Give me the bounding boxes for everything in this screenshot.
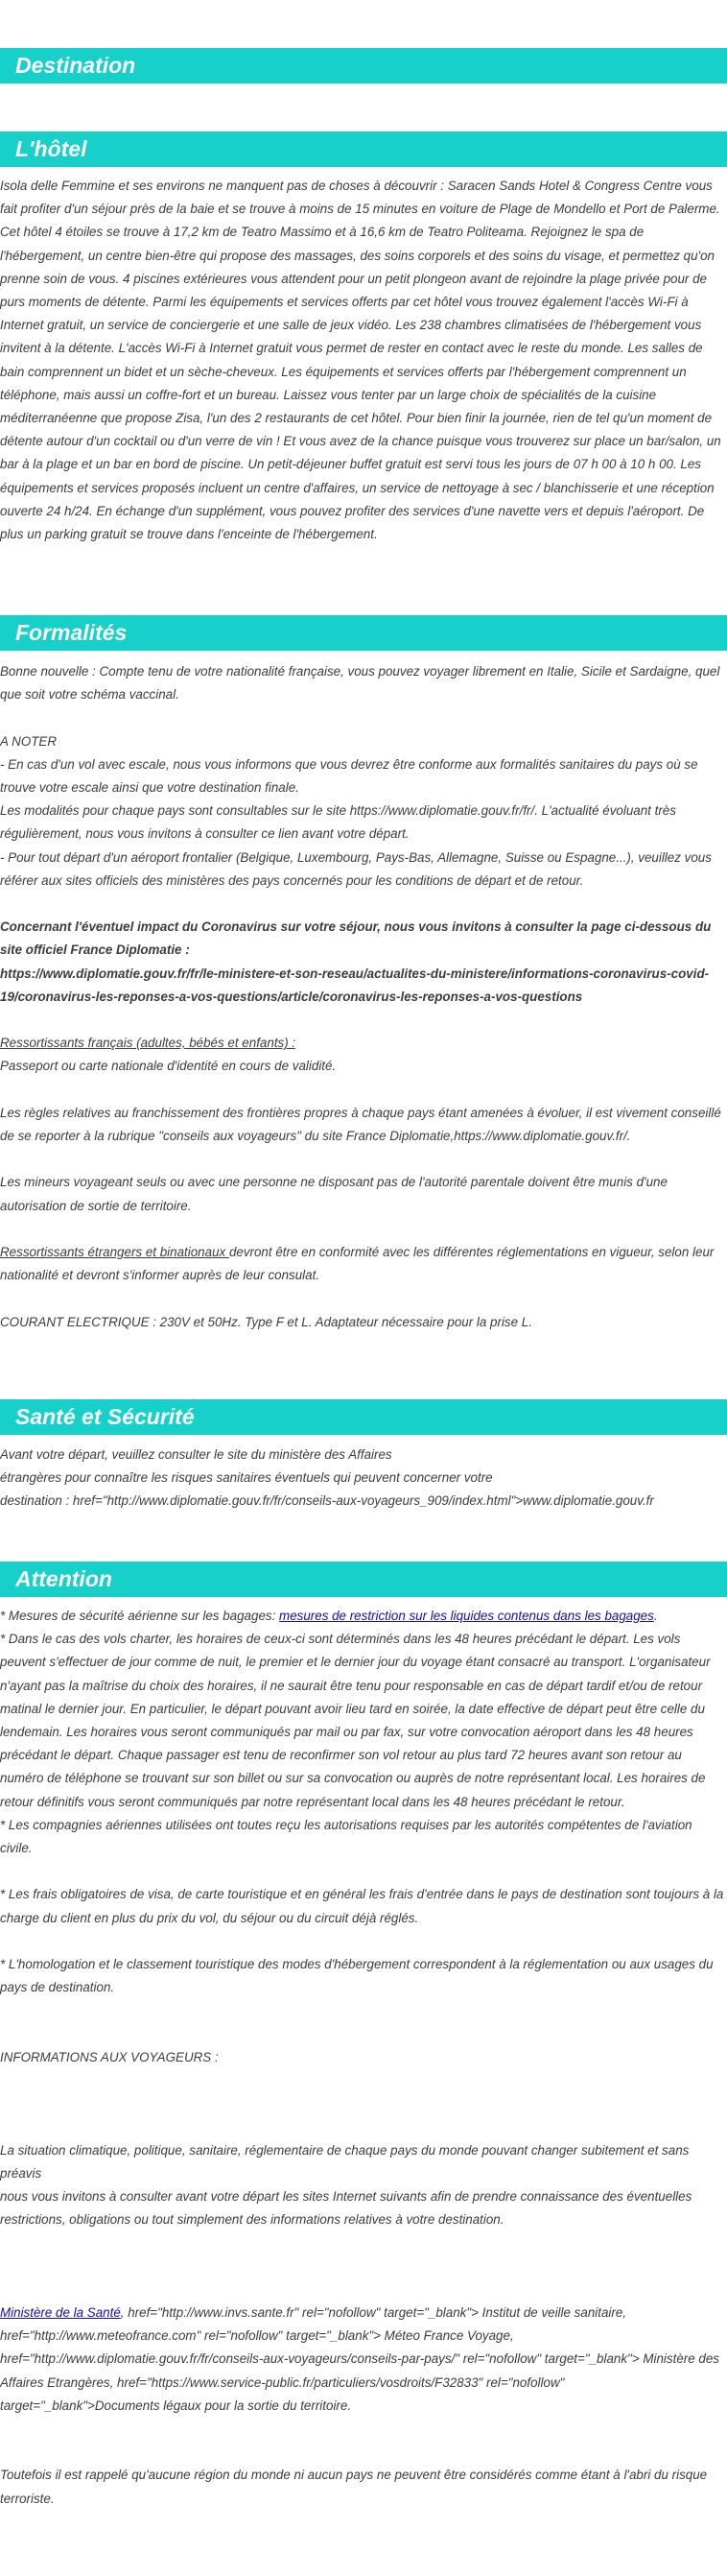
formalites-intro: Bonne nouvelle : Compte tenu de votre nationalité française, vous pouvez voyager librement en Italie, Sicile et Sardaigne, quel que soit votre schéma vaccinal. bbox=[0, 664, 720, 703]
electric-current: COURANT ELECTRIQUE : 230V et 50Hz. Type F et L. Adaptateur nécessaire pour la prise L. bbox=[0, 1314, 532, 1329]
baggage-security-suffix: . bbox=[653, 1609, 658, 1623]
baggage-security bbox=[0, 1605, 727, 1628]
note-country-rules: Les modalités pour chaque pays sont consultables sur le site https://www.diplomatie.gouv.fr/fr/. L'actualité évoluant très régulièrement, nous vous invitons à consulter ce lien avant votre départ. bbox=[0, 803, 676, 842]
coronavirus-notice bbox=[0, 916, 727, 1009]
section-title: Destination bbox=[15, 53, 136, 78]
section-header-hotel bbox=[0, 131, 727, 167]
consult-websites: nous vous invitons à consulter avant votre départ les sites Internet suivants afin de prendre connaissance des éventuelles restrictions, obligations ou tout simplement des informations relatives à votre destination. bbox=[0, 2188, 692, 2228]
coronavirus-notice-text: Concernant l'éventuel impact du Coronavirus sur votre séjour, nous vous invitons à consulter la page ci-dessous du site officiel France Diplomatie : bbox=[0, 919, 712, 958]
section-title: L'hôtel bbox=[15, 136, 87, 161]
minors-rules: Les mineurs voyageant seuls ou avec une personne ne disposant pas de l'autorité parentale doivent être munis d'une autorisation de sortie de territoire. bbox=[0, 1175, 668, 1213]
section-title: Santé et Sécurité bbox=[15, 1404, 195, 1429]
useful-links-text: , href="http://www.invs.sante.fr" rel="nofollow" target="_blank"> Institut de veille sanitaire, href="http://www.meteofrance.com" rel="nofollow" target="_blank"> Méteo France Voyage, href="http://www.diplomatie.gouv.fr/fr/conseils-aux-voyageurs/conseils-par-pays/" rel="nofollow" target="_blank"> Ministère des Affaires Etrangères, href="https://www.service-public.fr/particuliers/vosdroits/F32833" rel="nofollow" target="_blank">Documents légaux pour la sortie du territoire. bbox=[0, 2304, 719, 2413]
foreign-nationals bbox=[0, 1241, 727, 1287]
liquids-restriction-link[interactable]: mesures de restriction sur les liquides contenus dans les bagages bbox=[279, 1609, 654, 1623]
baggage-security-prefix: * Mesures de sécurité aérienne sur les bagages: bbox=[0, 1609, 280, 1623]
charter-flights: * Dans le cas des vols charter, les horaires de ceux-ci sont déterminés dans les 48 heures précédant le départ. Les vols peuvent s'effectuer de jour comme de nuit, le premier et le dernier jour du voyage étant consacré au transport. L'organisateur n'ayant pas la maîtrise du choix des horaires, il ne saurait être tenu pour responsable en cas de départ tardif et/ou de retour matinal le dernier jour. En particulier, le départ pouvant avoir lieu tard en soirée, la date effective de départ peut être celle du lendemain. Les horaires vous seront communiqués par mail ou par fax, sur votre convocation aéroport dans les 48 heures précédant le départ. Chaque passager est tenu de reconfirmer son vol retour au plus tard 72 heures avant son retour au numéro de téléphone se trouvant sur son billet ou sur sa convocation ou auprès de notre représentant local. Les horaires de retour définitifs vous seront communiqués par notre représentant local dans les 48 heures précédant le retour. bbox=[0, 1632, 711, 1809]
coronavirus-url: https://www.diplomatie.gouv.fr/fr/le-ministere-et-son-reseau/actualites-du-ministere/informations-coronavirus-covid-19/coronavirus-les-reponses-a-vos-questions/article/coronavirus-les-reponses-a-vos-questions bbox=[0, 966, 710, 1004]
travelers-info-heading: INFORMATIONS AUX VOYAGEURS : bbox=[0, 2049, 219, 2064]
airlines-authorizations: * Les compagnies aériennes utilisées ont toutes reçu les autorisations requises par les autorités compétentes de l'aviation civile. bbox=[0, 1817, 692, 1856]
sante-line-3: destination : href="http://www.diplomatie.gouv.fr/fr/conseils-aux-voyageurs_909/index.html">www.diplomatie.gouv.fr bbox=[0, 1493, 654, 1509]
section-header-attention bbox=[0, 1562, 727, 1597]
section-header-formalites bbox=[0, 615, 727, 651]
french-nationals-heading: Ressortissants français (adultes, bébés et enfants) : bbox=[0, 1036, 296, 1051]
situation-notice: La situation climatique, politique, sanitaire, réglementaire de chaque pays du monde pouvant changer subitement et sans préavis bbox=[0, 2142, 690, 2181]
attention-section-body bbox=[0, 1605, 727, 2511]
sante-section-body bbox=[0, 1443, 727, 1514]
hotel-section-body bbox=[0, 175, 727, 546]
border-rules: Les règles relatives au franchissement des frontières propres à chaque pays étant amenées à évoluer, il est vivement conseillé de se reporter à la rubrique "conseils aux voyageurs" du site France Diplomatie,https://www.diplomatie.gouv.fr/. bbox=[0, 1105, 721, 1143]
note-border-airport: - Pour tout départ d'un aéroport frontalier (Belgique, Luxembourg, Pays-Bas, Allemagne, Suisse ou Espagne...), veuillez vous référer aux sites officiels des ministères des pays concernés pour les conditions de départ et de retour. bbox=[0, 849, 712, 888]
note-heading: A NOTER bbox=[0, 733, 58, 749]
accommodation-classification: * L'homologation et le classement touristique des modes d'hébergement correspondent à la réglementation ou aux usages du pays de destination. bbox=[0, 1957, 714, 1995]
section-header-destination bbox=[0, 48, 727, 83]
french-nationals-docs: Passeport ou carte nationale d'identité en cours de validité. bbox=[0, 1059, 337, 1074]
section-title: Attention bbox=[15, 1566, 112, 1591]
note-stopover: - En cas d'un vol avec escale, nous vous informons que vous devrez être conforme aux formalités sanitaires du pays où se trouve votre escale ainsi que votre destination finale. bbox=[0, 756, 698, 795]
formalites-section-body bbox=[0, 660, 727, 1334]
section-title: Formalités bbox=[15, 620, 128, 645]
hotel-description: Isola delle Femmine et ses environs ne manquent pas de choses à découvrir : Saracen Sands Hotel & Congress Centre vous fait profiter d'un séjour près de la baie et se trouve à moins de 15 minutes en voiture de Plage de Mondello et Port de Palerme. Cet hôtel 4 étoiles se trouve à 17,2 km de Teatro Massimo et à 16,6 km de Teatro Politeama. Rejoignez le spa de l'hébergement, un centre bien-être qui propose des massages, des soins corporels et des soins du visage, et permettez qu'on prenne soin de vous. 4 piscines extérieures vous attendent pour un petit plongeon avant de rejoindre la plage privée pour de purs moments de détente. Parmi les équipements et services offerts par cet hôtel vous trouvez également l'accès Wi-Fi à Internet gratuit, un service de conciergerie et une salle de jeux vidéo. Les 238 chambres climatisées de l'hébergement vous invitent à la détente. L'accès Wi-Fi à Internet gratuit vous permet de rester en contact avec le reste du monde. Les salles de bain comprennent un bidet et un sèche-cheveux. Les équipements et services offerts par l'hébergement comprennent un téléphone, mais aussi un coffre-fort et un bureau. Laissez vous tenter par un large choix de spécialités de la cuisine méditerranéenne que propose Zisa, l'un des 2 restaurants de cet hôtel. Pour bien finir la journée, rien de tel qu'un moment de détente autour d'un cocktail ou d'un verre de vin ! Et vous avez de la chance puisque vous trouverez sur place un bar/salon, un bar à la plage et un bar en bord de piscine. Un petit-déjeuner buffet gratuit est servi tous les jours de 07 h 00 à 10 h 00. Les équipements et services proposés incluent un centre d'affaires, un service de nettoyage à sec / blanchisserie et une réception ouverte 24 h/24. En échange d'un supplément, vous pouvez profiter des services d'une navette vers et depuis l'aéroport. De plus un parking gratuit se trouve dans l'enceinte de l'hébergement. bbox=[0, 179, 721, 542]
foreign-nationals-text: devront être en conformité avec les différentes réglementations en vigueur, selon leur nationalité et devront s'informer auprès de leur consulat. bbox=[0, 1244, 715, 1283]
terror-risk-notice: Toutefois il est rappelé qu'aucune région du monde ni aucun pays ne peuvent être considérés comme étant à l'abri du risque terroriste. bbox=[0, 2468, 708, 2506]
sante-line-2: étrangères pour connaître les risques sanitaires éventuels qui peuvent concerner votre bbox=[0, 1470, 493, 1486]
useful-links bbox=[0, 2302, 727, 2418]
foreign-nationals-heading: Ressortissants étrangers et binationaux bbox=[0, 1244, 229, 1259]
mandatory-fees: * Les frais obligatoires de visa, de carte touristique et en général les frais d'entrée dans le pays de destination sont toujours à la charge du client en plus du prix du vol, du séjour ou du circuit déjà réglés. bbox=[0, 1887, 724, 1925]
ministry-health-link[interactable]: Ministère de la Santé bbox=[0, 2304, 121, 2320]
sante-line-1: Avant votre départ, veuillez consulter le site du ministère des Affaires bbox=[0, 1447, 392, 1462]
section-header-sante bbox=[0, 1399, 727, 1435]
